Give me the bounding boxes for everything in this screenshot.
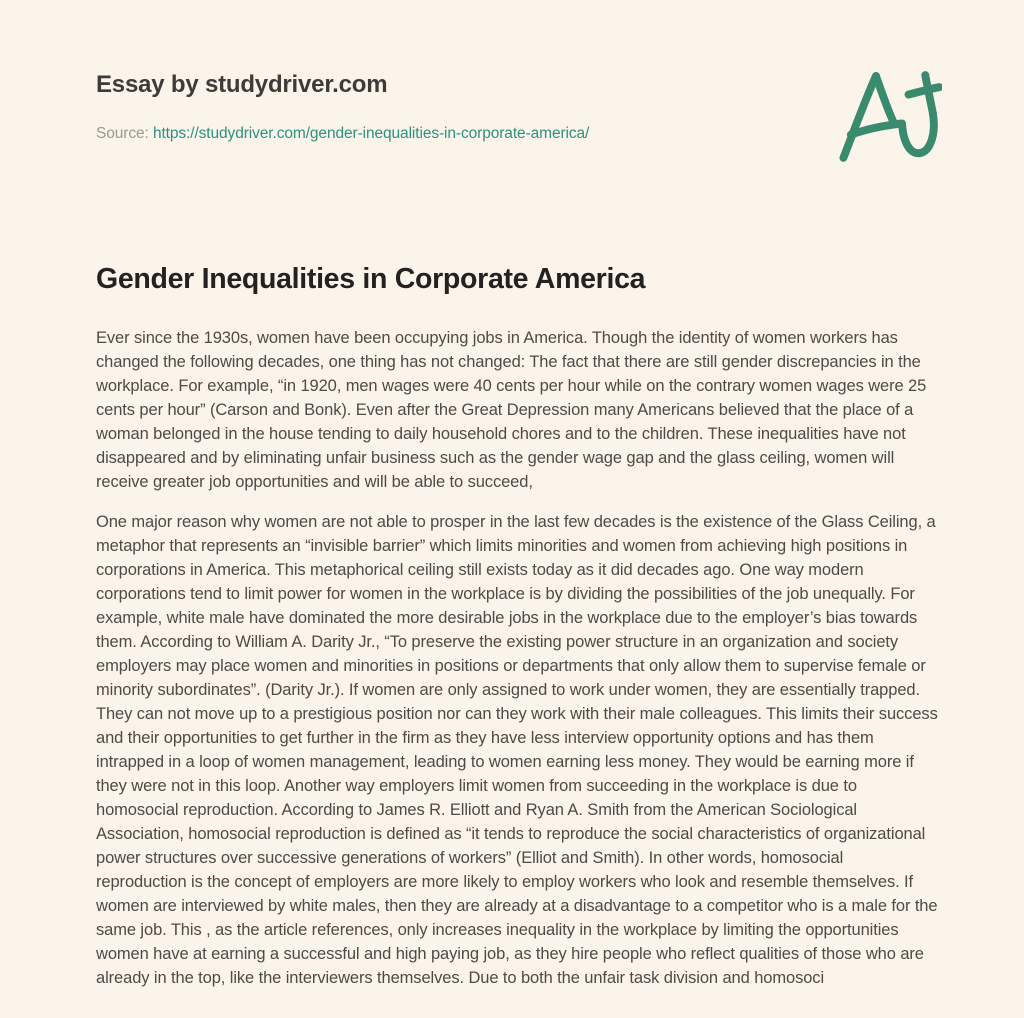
essay-paragraph-2: One major reason why women are not able to prosper in the last few decades is the existence of the Glass Ceiling, a metaphor that represents an “invisible barrier” which limits minorities and women from achieving high positions in corporations in America. This metaphorical ceiling still exists today as it did decades ago. One way modern corporations tend to limit power for women in the workplace is by dividing the possibilities of the job unequally. For example, white male have dominated the more desirable jobs in the workplace due to the employer’s bias towards them. According to William A. Darity Jr., “To preserve the existing power structure in an organization and society employers may place women and minorities in positions or departments that only allow them to supervise female or minority subordinates”. (Darity Jr.). If women are only assigned to work under women, they are essentially trapped. They can not move up to a prestigious position nor can they work with their male colleagues. This limits their success and their opportunities to get further in the firm as they have less interview opportunity options and has them intrapped in a loop of women management, leading to women earning less money. They would be earning more if they were not in this loop. Another way employers limit women from succeeding in the workplace is due to homosocial reproduction. According to James R. Elliott and Ryan A. Smith from the American Sociological Association, homosocial reproduction is defined as “it tends to reproduce the social characteristics of organizational power structures over successive generations of workers” (Elliot and Smith). In other words, homosocial reproduction is the concept of employers are more likely to employ workers who look and resemble themselves. If women are interviewed by white males, then they are already at a disadvantage to a competitor who is a male for the same job. This , as the article references, only increases inequality in the workplace by limiting the opportunities women have at earning a successful and high paying job, as they hire people who reflect qualities of those who are already in the top, like the interviewers themselves. Due to both the unfair task division and homosoci: [96, 513, 938, 987]
source-line: [96, 124, 936, 144]
essay-byline: Essay by studydriver.com: [96, 71, 388, 98]
source-label: Source:: [96, 125, 149, 142]
essay-body: [96, 326, 938, 990]
a-plus-logo-icon: [836, 68, 942, 164]
essay-paragraph-1: Ever since the 1930s, women have been occupying jobs in America. Though the identity of women workers has changed the following decades, one thing has not changed: The fact that there are still gender discrepancies in the workplace. For example, “in 1920, men wages were 40 cents per hour while on the contrary women wages were 25 cents per hour” (Carson and Bonk). Even after the Great Depression many Americans believed that the place of a woman belonged in the house tending to daily household chores and to the children. These inequalities have not disappeared and by eliminating unfair business such as the gender wage gap and the glass ceiling, women will receive greater job opportunities and will be able to succeed,: [96, 329, 927, 491]
source-url-link[interactable]: https://studydriver.com/gender-inequalities-in-corporate-america/: [152, 125, 590, 142]
essay-title: Gender Inequalities in Corporate America: [96, 263, 646, 295]
